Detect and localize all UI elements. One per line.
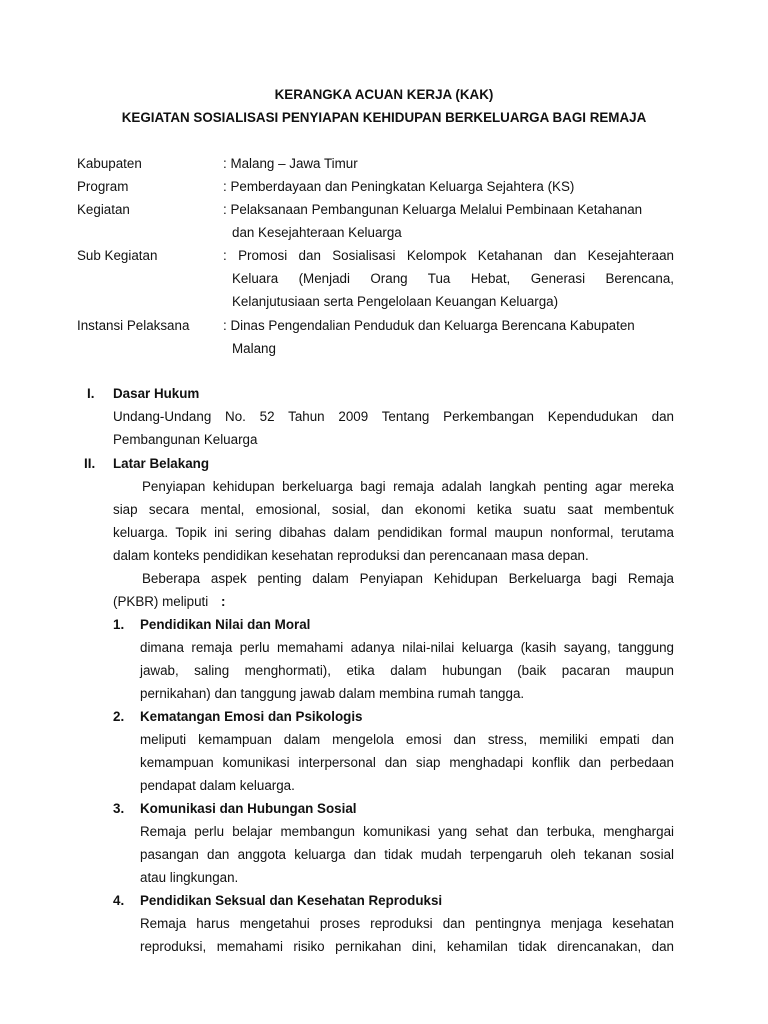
kegiatan-value-line: : Pelaksanaan Pembangunan Keluarga Melalui Pembinaan Ketahanan: [223, 202, 643, 217]
paragraph-line: dalam konteks pendidikan kesehatan reproduksi dan perencanaan masa depan.: [113, 548, 589, 563]
paragraph-line: Undang-Undang No. 52 Tahun 2009 Tentang Perkembangan Kependudukan dan: [113, 409, 674, 424]
list-item-number: 3.: [113, 801, 125, 816]
list-item-text-line: reproduksi, memahami risiko pernikahan dini, kehamilan tidak direncanakan, dan: [140, 939, 674, 954]
list-item-number: 2.: [113, 709, 125, 724]
kegiatan-value-line: dan Kesejahteraan Keluarga: [232, 225, 402, 240]
instansi-label: Instansi Pelaksana: [77, 318, 190, 333]
kabupaten-label: Kabupaten: [77, 156, 142, 171]
list-item-title: Pendidikan Seksual dan Kesehatan Reproduksi: [140, 893, 443, 908]
instansi-value-line: : Dinas Pengendalian Penduduk dan Keluarga Berencana Kabupaten: [223, 318, 635, 333]
paragraph-line: siap secara mental, emosional, sosial, dan ekonomi ketika suatu saat membentuk: [113, 502, 674, 517]
document-subtitle: KEGIATAN SOSIALISASI PENYIAPAN KEHIDUPAN BERKELUARGA BAGI REMAJA: [121, 110, 647, 125]
paragraph-line: Penyiapan kehidupan berkeluarga bagi remaja adalah langkah penting agar mereka: [142, 479, 674, 494]
section-heading-latar-belakang: Latar Belakang: [113, 456, 210, 471]
kegiatan-label: Kegiatan: [77, 202, 130, 217]
paragraph-line: (PKBR) meliputi: [113, 594, 209, 609]
program-label: Program: [77, 179, 129, 194]
program-value: : Pemberdayaan dan Peningkatan Keluarga Sejahtera (KS): [223, 179, 575, 194]
sub-kegiatan-label: Sub Kegiatan: [77, 248, 158, 263]
section-number: I.: [87, 386, 95, 401]
section-number: II.: [84, 456, 96, 471]
list-item-title: Kematangan Emosi dan Psikologis: [140, 709, 363, 724]
sub-kegiatan-value-line: : Promosi dan Sosialisasi Kelompok Ketahanan dan Kesejahteraan: [223, 248, 674, 263]
instansi-value-line: Malang: [232, 341, 276, 356]
paragraph-colon: :: [221, 594, 226, 609]
section-heading-dasar-hukum: Dasar Hukum: [113, 386, 200, 401]
list-item-text-line: kemampuan komunikasi interpersonal dan siap menghadapi konflik dan perbedaan: [140, 755, 674, 770]
paragraph-line: Pembangunan Keluarga: [113, 432, 258, 447]
list-item-title: Pendidikan Nilai dan Moral: [140, 617, 311, 632]
list-item-number: 4.: [113, 893, 125, 908]
list-item-text-line: meliputi kemampuan dalam mengelola emosi dan stress, memiliki empati dan: [140, 732, 674, 747]
list-item-text-line: pernikahan) dan tanggung jawab dalam membina rumah tangga.: [140, 686, 525, 701]
sub-kegiatan-value-line: Keluara (Menjadi Orang Tua Hebat, Generasi Berencana,: [232, 271, 674, 286]
list-item-text-line: atau lingkungan.: [140, 870, 239, 885]
list-item-text-line: Remaja harus mengetahui proses reproduksi dan pentingnya menjaga kesehatan: [140, 916, 674, 931]
sub-kegiatan-value-line: Kelanjutusiaan serta Pengelolaan Keuangan Keluarga): [232, 294, 559, 309]
list-item-number: 1.: [113, 617, 125, 632]
kabupaten-value: : Malang – Jawa Timur: [223, 156, 358, 171]
paragraph-line: Beberapa aspek penting dalam Penyiapan Kehidupan Berkeluarga bagi Remaja: [142, 571, 674, 586]
document-title: KERANGKA ACUAN KERJA (KAK): [274, 87, 494, 102]
list-item-text-line: dimana remaja perlu memahami adanya nilai-nilai keluarga (kasih sayang, tanggung: [140, 640, 674, 655]
paragraph-line: keluarga. Topik ini sering dibahas dalam pendidikan formal maupun nonformal, terutama: [113, 525, 674, 540]
list-item-text-line: jawab, saling menghormati), etika dalam hubungan (baik pacaran maupun: [140, 663, 674, 678]
list-item-text-line: pendapat dalam keluarga.: [140, 778, 295, 793]
list-item-text-line: Remaja perlu belajar membangun komunikasi yang sehat dan terbuka, menghargai: [140, 824, 674, 839]
list-item-title: Komunikasi dan Hubungan Sosial: [140, 801, 357, 816]
list-item-text-line: pasangan dan anggota keluarga dan tidak mudah terpengaruh oleh tekanan sosial: [140, 847, 674, 862]
